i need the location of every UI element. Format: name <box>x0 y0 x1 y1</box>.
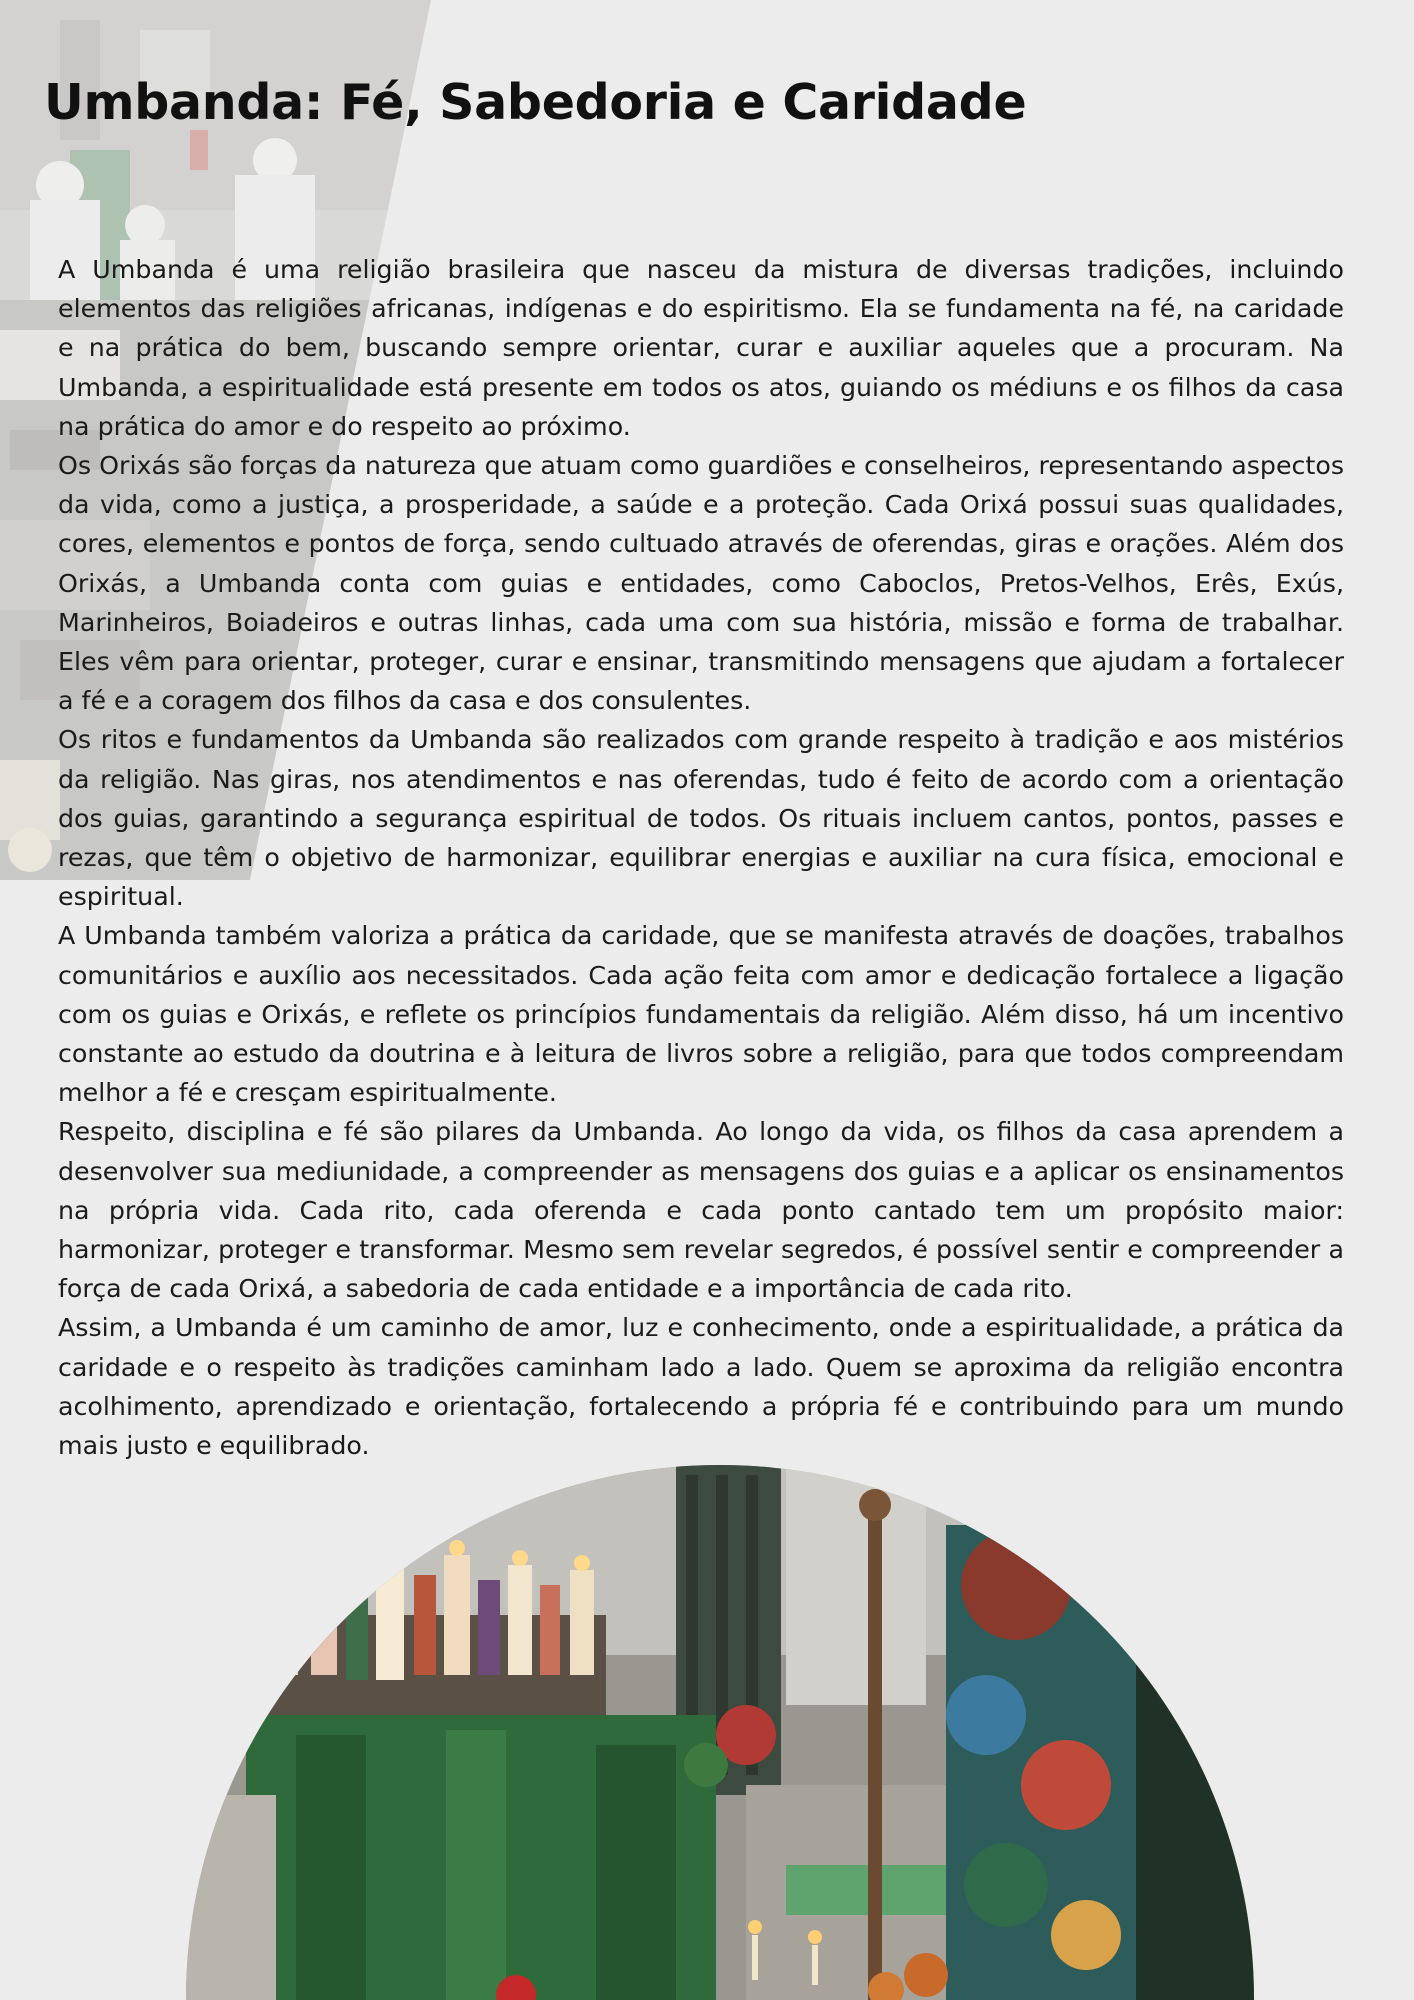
page-title: Umbanda: Fé, Sabedoria e Caridade <box>44 74 1027 131</box>
paragraph-orixas: Os Orixás são forças da natureza que atuam como guardiões e conselheiros, representando aspectos da vida, como a justiça, a prosperidade, a saúde e a proteção. Cada Orixá possui suas qualidades, cores, elementos e pontos de força, sendo cultuado através de oferendas, giras e orações. Além dos Orixás, a Umbanda conta com guias e entidades, como Caboclos, Pretos-Velhos, Erês, Exús, Marinheiros, Boiadeiros e outras linhas, cada uma com sua história, missão e forma de trabalhar. Eles vêm para orientar, proteger, curar e ensinar, transmitindo mensagens que ajudam a fortalecer a fé e a coragem dos filhos da casa e dos consulentes. <box>58 451 1344 716</box>
ritual-photo-arch <box>186 1465 1254 2000</box>
paragraph-ritos: Os ritos e fundamentos da Umbanda são realizados com grande respeito à tradição e aos mistérios da religião. Nas giras, nos atendimentos e nas oferendas, tudo é feito de acordo com a orientação dos guias, garantindo a segurança espiritual de todos. Os rituais incluem cantos, pontos, passes e rezas, que têm o objetivo de harmonizar, equilibrar energias e auxiliar na cura física, emocional e espiritual. <box>58 725 1344 912</box>
paragraph-caridade: A Umbanda também valoriza a prática da caridade, que se manifesta através de doações, trabalhos comunitários e auxílio aos necessitados. Cada ação feita com amor e dedicação fortalece a ligação com os guias e Orixás, e reflete os princípios fundamentais da religião. Além disso, há um incentivo constante ao estudo da doutrina e à leitura de livros sobre a religião, para que todos compreendam melhor a fé e cresçam espiritualmente. <box>58 921 1344 1108</box>
ritual-photo-art <box>186 1465 1254 2000</box>
paragraph-conclusao: Assim, a Umbanda é um caminho de amor, luz e conhecimento, onde a espiritualidade, a prática da caridade e o respeito às tradições caminham lado a lado. Quem se aproxima da religião encontra acolhimento, aprendizado e orientação, fortalecendo a própria fé e contribuindo para um mundo mais justo e equilibrado. <box>58 1313 1344 1461</box>
paragraph-respeito: Respeito, disciplina e fé são pilares da Umbanda. Ao longo da vida, os filhos da casa aprendem a desenvolver sua mediunidade, a compreender as mensagens dos guias e a aplicar os ensinamentos na própria vida. Cada rito, cada oferenda e cada ponto cantado tem um propósito maior: harmonizar, proteger e transformar. Mesmo sem revelar segredos, é possível sentir e compreender a força de cada Orixá, a sabedoria de cada entidade e a importância de cada rito. <box>58 1117 1344 1304</box>
paragraph-intro: A Umbanda é uma religião brasileira que nasceu da mistura de diversas tradições, incluindo elementos das religiões africanas, indígenas e do espiritismo. Ela se fundamenta na fé, na caridade e na prática do bem, buscando sempre orientar, curar e auxiliar aqueles que a procuram. Na Umbanda, a espiritualidade está presente em todos os atos, guiando os médiuns e os filhos da casa na prática do amor e do respeito ao próximo. <box>58 255 1344 441</box>
body-text <box>58 250 1344 1465</box>
